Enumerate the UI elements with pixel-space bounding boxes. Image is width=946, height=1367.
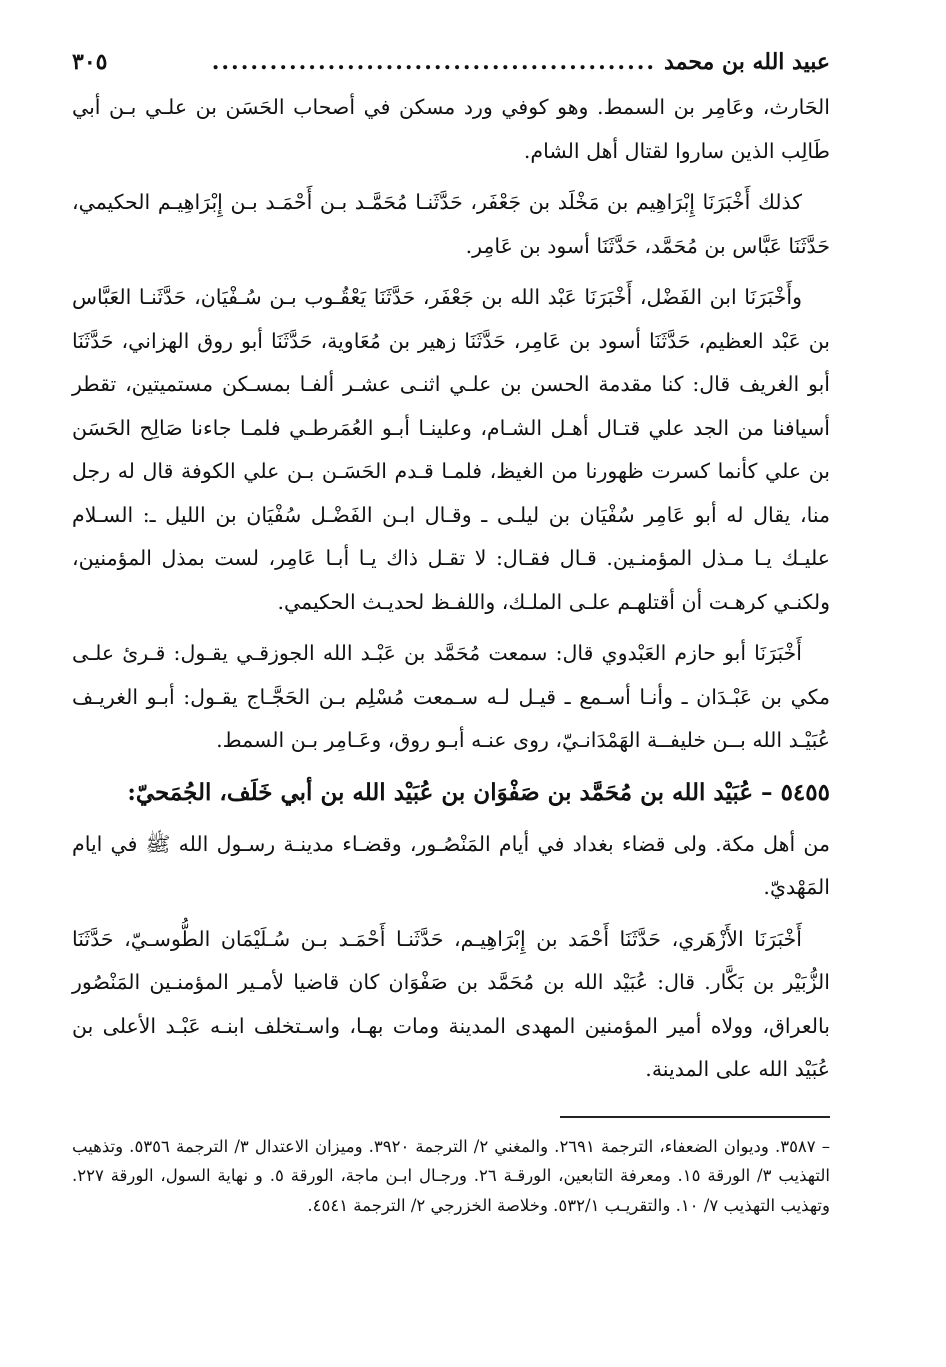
paragraph-2: كذلك أَخْبَرَنَا إِبْرَاهِيم بن مَخْلَد بن جَعْفَر، حَدَّثَنـا مُحَمَّـد بـن أَحْمَـد بـن إِبْرَاهِيـم الحكيمي، حَدَّثَنَا عَبَّاس بن مُحَمَّد، حَدَّثَنَا أسود بن عَامِر. [72, 190, 830, 258]
footnote-separator [560, 1116, 830, 1118]
paragraph-3: وأَخْبَرَنَا ابن الفَضْل، أَخْبَرَنَا عَبْد الله بن جَعْفَر، حَدَّثَنَا يَعْقُـوب بـن سُـفْيَان، حَدَّثَنـا العَبَّاس بن عَبْد العظيم، حَدَّثَنَا أسود بن عَامِر، حَدَّثَنَا زهير بن مُعَاوية، حَدَّثَنَا أبو روق الهزاني، حَدَّثَنَا أبو الغريف قال: كنا مقدمة الحسن بن علـي اثنـى عشـر ألفـا بمسـكن مستميتين، تقطر أسيافنا من الجد علي قتـال أهـل الشـام، وعلينـا أبـو العُمَرطـي فلمـا جاءنا صَالِح الحَسَن بن علي كأنما كسرت ظهورنا من الغيظ، فلمـا قـدم الحَسَـن بـن علي الكوفة قال له رجل منا، يقال له أبو عَامِر سُفْيَان بن ليلـى ـ وقـال ابـن الفَضْـل سُفْيَان بن الليل ـ: السـلام عليـك يـا مـذل المؤمنـين. قـال فقـال: لا تقـل ذاك يـا أبـا عَامِر، لست بمذل المؤمنين، ولكنـي كرهـت أن أقتلهـم علـى الملـك، واللفـظ لحديـث الحكيمي. [72, 285, 830, 614]
page-number: ٣٠٥ [72, 49, 108, 75]
page-body [72, 86, 830, 1092]
header-dots: .............................................. [211, 49, 657, 75]
paragraph-1: الحَارث، وعَامِر بن السمط. وهو كوفي ورد مسكن في أصحاب الحَسَن بن علـي بـن أبي طَالِب الذين ساروا لقتال أهل الشام. [72, 95, 830, 163]
entry-title: ٥٤٥٥ – عُبَيْد الله بن مُحَمَّد بن صَفْوَان بن عُبَيْد الله بن أبي خَلَف، الجُمَحيّ: [127, 778, 830, 806]
page-header [72, 40, 830, 84]
book-page [72, 40, 830, 1340]
footnote: – ٣٥٨٧. وديوان الضعفاء، الترجمة ٢٦٩١. والمغني ٢/ الترجمة ٣٩٢٠. وميزان الاعتدال ٣/ الترجمة ٥٣٥٦. وتذهيب التهذيب ٣/ الورقة ١٥. ومعرفة التابعين، الورقـة ٢٦. ورجـال ابـن ماجة، الورقة ٥. و نهاية السول، الورقة ٢٢٧. وتهذيب التهذيب ٧/ ١٠. والتقريـب ٥٣٢/١. وخلاصة الخزرجي ٢/ الترجمة ٤٥٤١. [72, 1136, 830, 1215]
entry-paragraph-1: من أهل مكة. ولى قضاء بغداد في أيام المَنْصُـور، وقضـاء مدينـة رسـول الله ﷺ في ايام المَهْديّ. [72, 831, 830, 899]
running-title: عبيد الله بن محمد [664, 49, 830, 75]
paragraph-4: أَخْبَرَنَا أبو حازم العَبْدوي قال: سمعت مُحَمَّد بن عَبْـد الله الجوزقـي يقـول: قـرئ علـى مكي بن عَبْـدَان ـ وأنـا أسـمع ـ قيـل لـه سـمعت مُسْلِم بـن الحَجَّـاج يقـول: أبـو الغريـف عُبَيْـد الله بــن خليفــة الهَمْدَانـيّ، روى عنـه أبـو روق، وعَـامِر بـن السمط. [72, 641, 830, 752]
footnote-separator-wrap [72, 1100, 830, 1132]
entry-paragraph-2: أَخْبَرَنَا الأَزْهَري، حَدَّثَنَا أَحْمَد بن إِبْرَاهِيـم، حَدَّثَنـا أَحْمَـد بـن سُـلَيْمَان الطُّوسـيّ، حَدَّثَنَا الزُّبَيْر بن بَكَّار. قال: عُبَيْد الله بن مُحَمَّد بن صَفْوَان كان قاضيا لأمـير المؤمنـين المَنْصُور بالعراق، وولاه أمير المؤمنين المهدى المدينة ومات بهـا، واسـتخلف ابنـه عَبْـد الأعلى بن عُبَيْد الله على المدينة. [72, 926, 830, 1081]
